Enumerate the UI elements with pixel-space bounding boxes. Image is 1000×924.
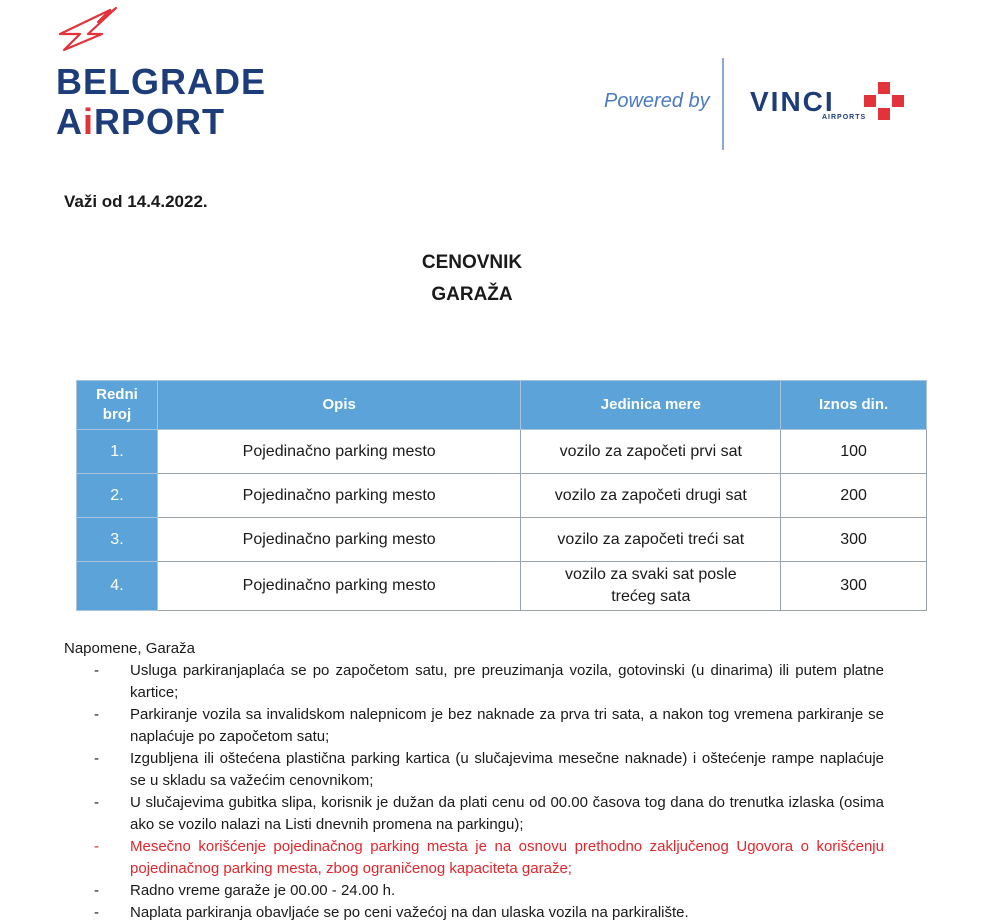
price-table [76,380,927,611]
note-item: - Izgubljena ili oštećena plastična parking kartica (u slučajevima mesečne naknade) i oštećenje rampe naplaćuje se u skladu sa važećim cenovnikom; [94,748,884,792]
row-opis: Pojedinačno parking mesto [157,430,521,474]
header-jedinica-mere: Jedinica mere [521,381,781,430]
note-item: - Usluga parkiranjaplaća se po započetom satu, pre preuzimanja vozila, gotovinski (u dinarima) ili putem platne kartice; [94,660,884,704]
vinci-logo-text: VINCI [750,86,835,117]
valid-from: Važi od 14.4.2022. [64,192,208,211]
header-divider [722,58,724,150]
note-item: - Radno vreme garaže je 00.00 - 24.00 h. [94,880,884,902]
table-row [77,518,927,562]
row-iznos: 200 [781,474,927,518]
notes-list [94,660,884,924]
table-header-row [77,381,927,430]
row-jedinica: vozilo za svaki sat posle trećeg sata [521,562,781,611]
logo-text-belgrade: BELGRADE [56,61,267,102]
row-jedinica: vozilo za započeti treći sat [521,518,781,562]
table-row [77,562,927,611]
note-item: - Naplata parkiranja obavljaće se po ceni važećoj na dan ulaska vozila na parkiralište. [94,902,884,924]
row-number: 4. [77,562,158,611]
header-iznos: Iznos din. [781,381,927,430]
belgrade-airport-logo [56,4,316,144]
header-redni-broj: Redni broj [77,381,158,430]
airplane-icon [58,4,118,54]
row-opis: Pojedinačno parking mesto [157,562,521,611]
table-row [77,474,927,518]
table-row [77,430,927,474]
logo-text-airport: AiRPORT [56,101,226,142]
row-iznos: 300 [781,562,927,611]
row-opis: Pojedinačno parking mesto [157,474,521,518]
vinci-cross-icon [862,80,908,122]
page-subtitle: GARAŽA [431,284,513,305]
row-jedinica: vozilo za započeti drugi sat [521,474,781,518]
row-number: 1. [77,430,158,474]
row-number: 3. [77,518,158,562]
page-title: CENOVNIK [421,252,523,273]
row-iznos: 300 [781,518,927,562]
row-opis: Pojedinačno parking mesto [157,518,521,562]
powered-by-label: Powered by [604,90,710,112]
header-opis: Opis [157,381,521,430]
vinci-airports-label: AIRPORTS [822,114,867,121]
note-item: - Parkiranje vozila sa invalidskom nalepnicom je bez naknade za prva tri sata, a nakon tog vremena parkiranje se naplaćuje po započetom satu; [94,704,884,748]
notes-title: Napomene, Garaža [64,640,195,657]
row-iznos: 100 [781,430,927,474]
row-number: 2. [77,474,158,518]
row-jedinica: vozilo za započeti prvi sat [521,430,781,474]
note-item: - U slučajevima gubitka slipa, korisnik je dužan da plati cenu od 00.00 časova tog dana do trenutka izlaska (osima ako se vozilo nalazi na Listi dnevnih promena na parkingu); [94,792,884,836]
note-item-highlighted: - Mesečno korišćenje pojedinačnog parking mesta je na osnovu prethodno zaključenog Ugovora o korišćenju pojedinačnog parking mesta, zbog ograničenog kapaciteta garaže; [94,836,884,880]
